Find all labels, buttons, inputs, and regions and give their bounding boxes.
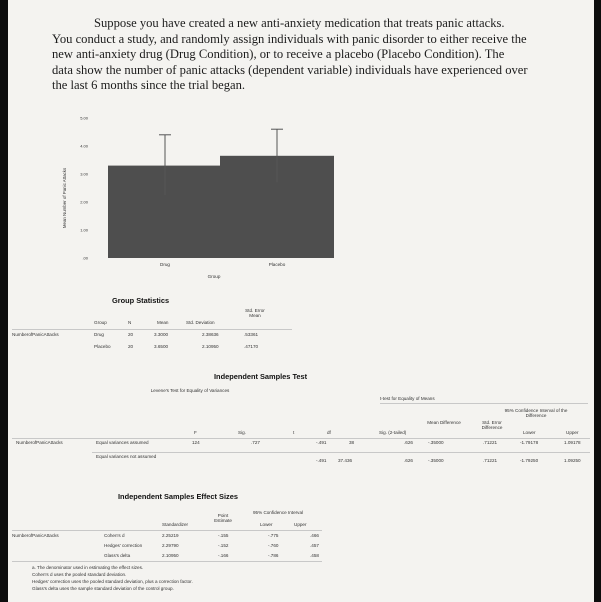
prompt-line: You conduct a study, and randomly assign individuals with panic disorder to either receive the	[52, 31, 527, 46]
ttest-header: t-test for Equality of Means	[380, 396, 435, 401]
ind-row0-upper: 1.09178	[564, 440, 581, 445]
effect-row-upper: .457	[310, 543, 319, 548]
group-stats-header-group: Group	[94, 320, 107, 325]
footnote: Cohen's d uses the pooled standard deviation.	[32, 572, 127, 577]
effect-col-lower: Lower	[260, 522, 273, 527]
ind-col-df: df	[327, 430, 331, 435]
group-stats-row-placebo-group: Placebo	[94, 344, 111, 349]
prompt-line: the last 6 months since the trial began.	[52, 78, 246, 93]
ind-row0-lower: -1.79178	[520, 440, 539, 445]
y-tick-label: 1.00	[80, 227, 88, 233]
ind-row0-sediff: .71221	[483, 440, 498, 445]
levene-header: Levene's Test for Equality of Variances	[150, 388, 230, 393]
effect-row-standardizer: 2.25219	[162, 533, 179, 538]
effect-row-name: Glass's delta	[104, 553, 131, 558]
group-stats-row-placebo-n: 20	[128, 344, 134, 349]
x-tick-label: Placebo	[268, 262, 286, 267]
effect-row-standardizer: 2.10950	[162, 553, 179, 558]
group-stats-dv: NumberofPanicAttacks	[12, 332, 59, 337]
y-tick-label: 4.00	[80, 143, 88, 149]
ind-col-t: t	[293, 430, 295, 435]
prompt-line: data show the number of panic attacks (dependent variable) individuals have experienced over	[52, 62, 528, 77]
ci-header: 95% Confidence Interval of the Difference	[504, 408, 568, 418]
ind-col-sig2: Sig. (2-tailed)	[379, 430, 407, 435]
ind-row1-lower: -1.79250	[520, 458, 539, 463]
document-page	[8, 0, 594, 602]
effect-col-point: Point Estimate	[214, 513, 232, 523]
effect-title: Independent Samples Effect Sizes	[118, 492, 238, 501]
effect-col-upper: Upper	[294, 522, 307, 527]
group-stats-header-mean: Mean	[157, 320, 169, 325]
effect-col-standardizer: Standardizer	[162, 522, 189, 527]
group-stats-row-placebo-sd: 2.10950	[202, 344, 219, 349]
group-stats-header-sd: Std. Deviation	[186, 320, 215, 325]
footnote: a. The denominator used in estimating the effect sizes.	[32, 565, 144, 570]
footnote: Hedges' correction uses the pooled standard deviation, plus a correction factor.	[32, 579, 193, 584]
ind-col-lower: Lower	[523, 430, 536, 435]
group-stats-header-sem: Std. Error Mean	[245, 308, 265, 318]
ind-row1-meandiff: -.35000	[428, 458, 444, 463]
group-stats-row-drug-n: 20	[128, 332, 134, 337]
y-axis-label: Mean Number of Panic Attacks	[62, 167, 67, 229]
ind-row0-df: 38	[349, 440, 355, 445]
effect-row-point: -.166	[218, 553, 229, 558]
prompt-line: Suppose you have created a new anti-anxiety medication that treats panic attacks.	[94, 16, 505, 30]
effect-row-upper: .466	[310, 533, 319, 538]
effect-row-standardizer: 2.29790	[162, 543, 179, 548]
ind-col-meandiff: Mean Difference	[427, 420, 461, 425]
ind-row0-f: 124	[192, 440, 200, 445]
ind-col-upper: Upper	[566, 430, 579, 435]
ind-row1-upper: 1.09250	[564, 458, 581, 463]
ind-row1-sig2: .626	[404, 458, 413, 463]
effect-row-upper: .458	[310, 553, 319, 558]
ind-row1-t: -.491	[316, 458, 327, 463]
effect-row-lower: -.760	[268, 543, 279, 548]
group-stats-row-placebo-sem: .47170	[244, 344, 259, 349]
group-stats-row-drug-sd: 2.38636	[202, 332, 219, 337]
ind-row0-sig2: .626	[404, 440, 413, 445]
ind-row1-sediff: .71221	[483, 458, 498, 463]
ind-row0-meandiff: -.35000	[428, 440, 444, 445]
footnote: Glass's delta uses the sample standard deviation of the control group.	[32, 586, 174, 591]
ind-row-label: Equal variances assumed	[96, 440, 149, 445]
effect-row-point: -.152	[218, 543, 229, 548]
ind-col-f: F	[194, 430, 197, 435]
effect-row-name: Hedges' correction	[104, 543, 143, 548]
group-stats-header-n: N	[128, 320, 132, 325]
effect-row-lower: -.775	[268, 533, 279, 538]
ind-row0-t: -.491	[316, 440, 327, 445]
x-tick-label: Drug	[160, 262, 170, 267]
prompt-line: new anti-anxiety drug (Drug Condition), or to receive a placebo (Placebo Condition). The	[52, 47, 505, 62]
question-prompt	[52, 16, 532, 94]
effect-row-point: -.155	[218, 533, 229, 538]
y-tick-label: 3.00	[80, 171, 88, 177]
group-stats-title: Group Statistics	[112, 296, 170, 305]
ind-row1-df: 37.436	[338, 458, 353, 463]
ind-test-title: Independent Samples Test	[214, 372, 308, 381]
group-stats-row-drug-group: Drug	[94, 332, 104, 337]
ind-col-sediff: Std. Error Difference	[481, 420, 503, 430]
effect-row-name: Cohen's d	[104, 533, 125, 538]
ind-test-dv: NumberofPanicAttacks	[16, 440, 63, 445]
y-tick-label: 5.00	[80, 115, 88, 121]
effect-row-lower: -.786	[268, 553, 279, 558]
ind-row0-sig: .727	[251, 440, 260, 445]
group-stats-row-drug-mean: 3.3000	[154, 332, 169, 337]
x-axis-label: Group	[207, 274, 221, 279]
group-stats-row-drug-sem: .53361	[244, 332, 259, 337]
group-stats-row-placebo-mean: 3.6500	[154, 344, 169, 349]
ind-col-sig: Sig.	[238, 430, 246, 435]
bar-chart	[52, 108, 352, 288]
ind-row-label: Equal variances not assumed	[96, 454, 157, 459]
y-tick-label: .00	[82, 255, 88, 261]
effect-dv: NumberofPanicAttacks	[12, 533, 59, 538]
effect-ci-header: 95% Confidence Interval	[252, 510, 304, 515]
y-tick-label: 2.00	[80, 199, 88, 205]
